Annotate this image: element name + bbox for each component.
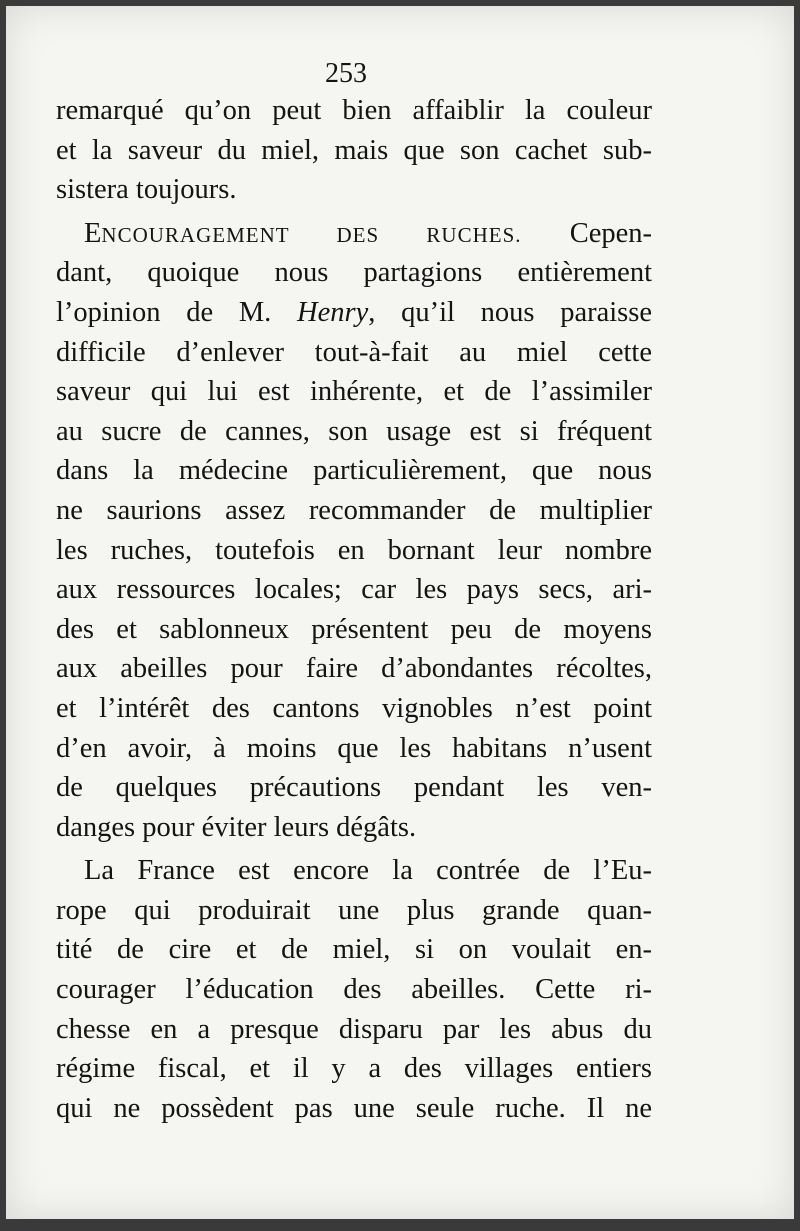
page-number: 253 [325,58,367,89]
section-heading-initial: E [84,217,102,249]
text-line: au sucre de cannes, son usage est si fréquent [56,415,652,447]
text-line: d’en avoir, à moins que les habitans n’usent [56,732,652,764]
text-line: dant, quoique nous partagions entièrement [56,257,652,289]
text-line: ne saurions assez recommander de multiplier [56,494,652,526]
text-line: qui ne possèdent pas une seule ruche. Il ne [56,1092,652,1124]
text-line: danges pour éviter leurs dégâts. [56,811,417,843]
text-line: aux abeilles pour faire d’abondantes récoltes, [56,653,652,685]
text-line: l’opinion de M. Henry, qu’il nous paraisse [56,296,652,328]
text-line: de quelques précautions pendant les ven- [56,772,652,804]
body-text [56,91,652,1128]
text-line: remarqué qu’on peut bien affaiblir la couleur [56,95,652,126]
text-line: dans la médecine particulièrement, que nous [56,455,652,487]
text-line: difficile d’enlever tout-à-fait au miel cette [56,336,652,368]
book-page [6,6,794,1219]
text-line: rope qui produirait une plus grande quan- [56,894,652,926]
text-line: sistera toujours. [56,174,237,206]
text-line: tité de cire et de miel, si on voulait en- [56,934,652,966]
section-heading-line: ENCOURAGEMENT DES RUCHES. Cepen- [84,217,652,249]
text-line: La France est encore la contrée de l’Eu- [84,855,652,887]
text-line: courager l’éducation des abeilles. Cette ri- [56,974,652,1006]
text-line: aux ressources locales; car les pays secs, ari- [56,574,652,606]
text-line: les ruches, toutefois en bornant leur nombre [56,534,652,566]
text-line: des et sablonneux présentent peu de moyens [56,613,652,645]
author-name: Henry [297,296,369,328]
text-line: chesse en a presque disparu par les abus du [56,1013,652,1045]
text-line: et la saveur du miel, mais que son cachet sub- [56,134,652,166]
text-line: régime fiscal, et il y a des villages entiers [56,1053,652,1085]
text-line: et l’intérêt des cantons vignobles n’est point [56,692,652,724]
text-line: saveur qui lui est inhérente, et de l’assimiler [56,376,652,408]
section-heading: NCOURAGEMENT DES RUCHES. [101,222,522,247]
